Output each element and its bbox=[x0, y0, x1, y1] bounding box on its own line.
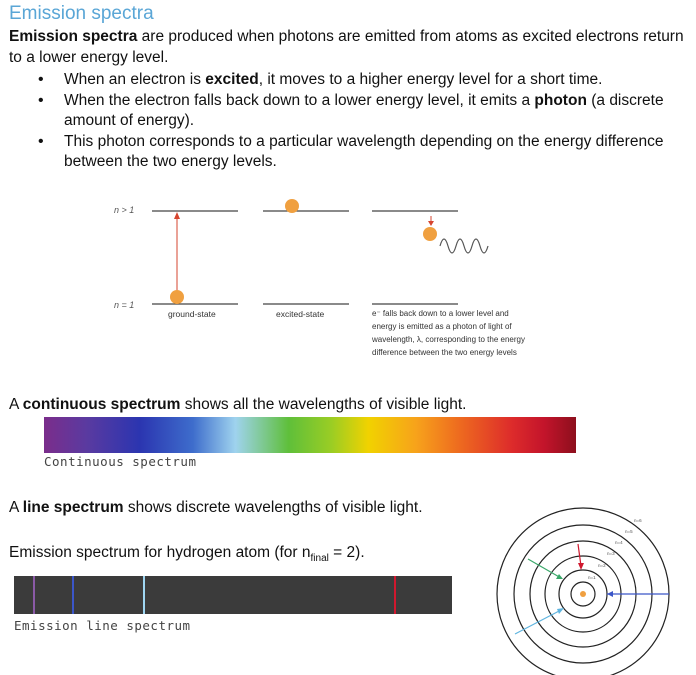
intro-bold: Emission spectra bbox=[9, 28, 138, 45]
falls-label-line: energy is emitted as a photon of light of bbox=[372, 322, 512, 331]
falls-label-line: difference between the two energy levels bbox=[372, 348, 517, 357]
line-spectrum-caption: Emission line spectrum bbox=[14, 618, 191, 633]
spectral-line-blue bbox=[72, 576, 74, 614]
line-sentence: A line spectrum shows discrete wavelengths of visible light. bbox=[9, 499, 423, 516]
orbit-label: n=3 bbox=[607, 551, 615, 556]
excited-state-label: excited-state bbox=[276, 309, 325, 319]
continuous-caption: Continuous spectrum bbox=[44, 454, 197, 469]
continuous-spectrum-bar bbox=[44, 417, 576, 453]
transition-red bbox=[578, 544, 581, 566]
continuous-sentence: A continuous spectrum shows all the wavelengths of visible light. bbox=[9, 396, 467, 413]
intro-paragraph bbox=[9, 26, 689, 68]
spectral-line-violet bbox=[33, 576, 35, 614]
arrow-head-icon bbox=[428, 221, 434, 226]
spectral-line-cyan bbox=[143, 576, 145, 614]
arrow-head-icon bbox=[174, 212, 180, 219]
level-upper-label: n > 1 bbox=[114, 205, 135, 215]
energy-level-diagram bbox=[100, 196, 580, 366]
electron-icon bbox=[423, 227, 437, 241]
falls-label-line: e⁻ falls back down to a lower level and bbox=[372, 309, 509, 318]
bohr-model-diagram bbox=[485, 500, 685, 675]
level-lower-label: n = 1 bbox=[114, 300, 135, 310]
page-title: Emission spectra bbox=[9, 3, 154, 24]
photon-wave-icon bbox=[440, 239, 488, 253]
ground-state-label: ground-state bbox=[168, 309, 216, 319]
electron-icon bbox=[285, 199, 299, 213]
falls-label-line: wavelength, λ, corresponding to the energy bbox=[372, 335, 525, 344]
electron-icon bbox=[170, 290, 184, 304]
bullet-item: • When an electron is excited, it moves to a higher energy level for a short time. bbox=[38, 70, 678, 90]
orbit-label: n=5 bbox=[625, 529, 633, 534]
bullet-list bbox=[38, 70, 678, 173]
orbit-label: n=4 bbox=[615, 540, 623, 545]
hydrogen-sentence: Emission spectrum for hydrogen atom (for $n_{final} = 2$). bbox=[9, 544, 365, 565]
nucleus-icon bbox=[580, 591, 586, 597]
bullet-item: • This photon corresponds to a particular wavelength depending on the energy difference between the two energy levels. bbox=[38, 132, 678, 172]
orbit-label: n=6 bbox=[634, 518, 642, 523]
orbit-label: n=1 bbox=[588, 575, 596, 580]
bullet-item: • When the electron falls back down to a lower energy level, it emits a photon (a discrete amount of energy). bbox=[38, 91, 678, 131]
spectral-line-red bbox=[394, 576, 396, 614]
transition-cyan bbox=[515, 610, 561, 634]
orbit-label: n=2 bbox=[598, 563, 606, 568]
line-spectrum-bar bbox=[14, 576, 452, 614]
intro-rest: are produced when photons are emitted from atoms as excited electrons return to a lower energy level. bbox=[9, 28, 684, 66]
